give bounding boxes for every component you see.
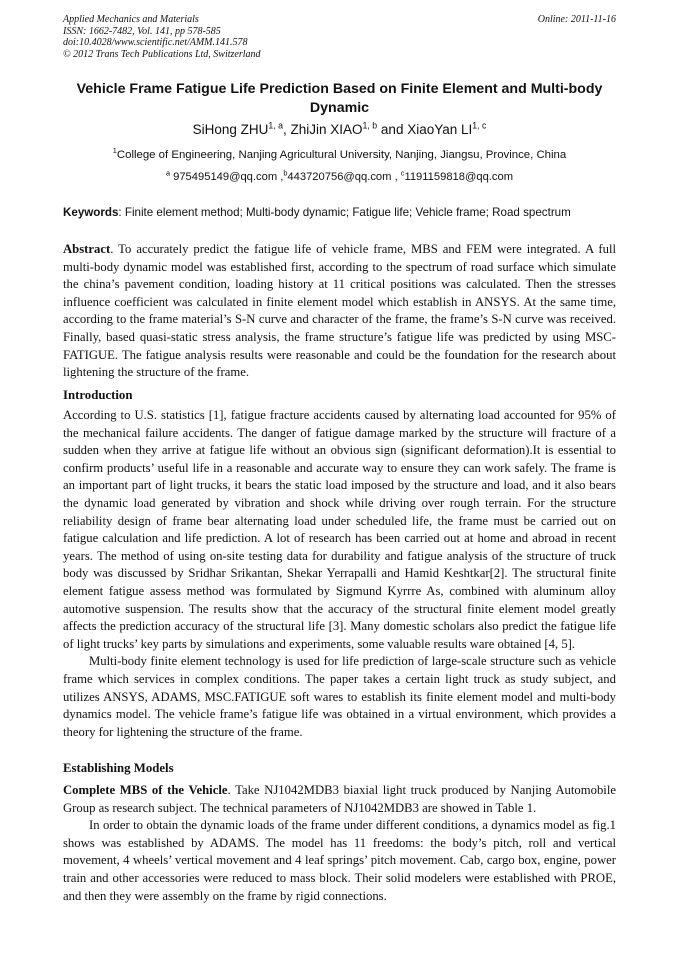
models-paragraph: In order to obtain the dynamic loads of the frame under different conditions, a dynamics model as fig.1 shows was established by ADAMS. The model has 11 freedoms: the body’s pitch, roll and vertical movement, 4 wheels’ vertical movement and 4 leaf springs’ pitch movement. Cab, cargo box, engine, power train and other accessories were reduced to mass block. Their solid modelers were established with PROE, and then they were assembly on the frame by rigid connections. bbox=[63, 818, 616, 903]
keywords-label: Keywords bbox=[63, 206, 119, 219]
affiliation-mark: 1 bbox=[112, 146, 117, 156]
online-date: Online: 2011-11-16 bbox=[537, 14, 616, 25]
introduction-paragraph: According to U.S. statistics [1], fatigue fracture accidents caused by alternating load accounted for 95% of the mechanical failure accidents. The danger of fatigue damage marked by the structure will fracture of a sudden when they arrive at fatigue life without an obvious sign (significant deformation).It is essential to confirm products’ useful life in a reasonable and accurate way to ensure they can work safely. The frame is an important part of light trucks, it bears the static load imposed by the structure and load, and it also bears the dynamic load generated by vibration and shock while driving over rough terrain. For the structure reliability design of frame bear alternating load under scheduled life, the frame must be carried out on fatigue calculation and life prediction. A lot of research has been carried out at home and abroad in recent years. The method of using on-site testing data for durability and fatigue analysis of the structure of truck body was discussed by Sridhar Srikantan, Shekar Yerrapalli and Hamid Keshtkar[2]. The structural finite element fatigue assess method was formulated by Sigmund Kyrrre As, combined with aluminum alloy automotive suspension. The results show that the accuracy of the structural finite element model greatly affects the prediction accuracy of the structural life [3]. Many domestic scholars also predict the fatigue life of light trucks’ key parts by simulations and experiments, some valuable results ware obtained [4, 5]. bbox=[63, 408, 616, 651]
affiliation-text: College of Engineering, Nanjing Agricultural University, Nanjing, Jiangsu, Province, China bbox=[116, 149, 567, 161]
section-heading-introduction: Introduction bbox=[63, 388, 133, 402]
establishing-models-body bbox=[63, 782, 616, 905]
keywords bbox=[63, 205, 616, 220]
introduction-body bbox=[63, 407, 616, 741]
models-paragraph bbox=[63, 782, 616, 817]
author-affiliation-mark: 1, c bbox=[472, 120, 487, 131]
author-separator: , bbox=[283, 122, 291, 137]
keywords-text: : Finite element method; Multi-body dynamic; Fatigue life; Vehicle frame; Road spectrum bbox=[118, 206, 571, 219]
models-paragraph-text: . Take NJ1042MDB3 biaxial light truck produced by Nanjing Automobile Group as research subject. The technical parameters of NJ1042MDB3 are showed in Table 1. bbox=[63, 783, 616, 815]
paper-title: Vehicle Frame Fatigue Life Prediction Based on Finite Element and Multi-body Dynamic bbox=[76, 81, 603, 116]
doi-link[interactable]: doi:10.4028/www.scientific.net/AMM.141.578 bbox=[63, 37, 248, 48]
abstract-text: . To accurately predict the fatigue life of vehicle frame, MBS and FEM were integrated. A full multi-body dynamic model was established first, according to the spectrum of road surface which simulate the china’s pavement condition, loading history at 11 critical positions was calculated. Then the stresses influence coefficient was calculated in finite element model which establish in ANSYS. At the same time, according to the frame material’s S-N curve and character of the frame, the frame’s S-N curve was received. Finally, based quasi-static stress analysis, the frame structure’s fatigue life was predicted by using MSC-FATIGUE. The fatigue analysis results were reasonable and could be the foundation for the research about lightening the structure of the frame. bbox=[63, 242, 616, 380]
email-mark: b bbox=[283, 168, 288, 178]
journal-name: Applied Mechanics and Materials bbox=[63, 14, 199, 25]
author-list bbox=[63, 121, 616, 139]
email-separator: , bbox=[391, 171, 401, 183]
author-name: ZhiJin XIAO bbox=[290, 122, 363, 137]
email-link[interactable]: 975495149@qq.com bbox=[173, 171, 278, 183]
section-heading-establishing-models: Establishing Models bbox=[63, 761, 174, 775]
abstract-paragraph bbox=[63, 241, 616, 382]
subsection-runin-heading: Complete MBS of the Vehicle bbox=[63, 783, 228, 797]
email-mark: c bbox=[400, 168, 405, 178]
email-separator: , bbox=[277, 171, 284, 183]
abstract bbox=[63, 241, 616, 382]
author-name: XiaoYan LI bbox=[407, 122, 473, 137]
email-link[interactable]: 443720756@qq.com bbox=[287, 171, 392, 183]
issn-line: ISSN: 1662-7482, Vol. 141, pp 578-585 bbox=[63, 25, 221, 37]
journal-header bbox=[63, 14, 616, 60]
author-affiliation-mark: 1, b bbox=[362, 120, 378, 131]
email-mark: a bbox=[165, 168, 170, 178]
author-name: SiHong ZHU bbox=[192, 122, 269, 137]
email-link[interactable]: 1191159818@qq.com bbox=[404, 171, 514, 183]
copyright-line: © 2012 Trans Tech Publications Ltd, Switzerland bbox=[63, 48, 261, 60]
author-separator: and bbox=[377, 122, 408, 137]
abstract-label: Abstract bbox=[63, 242, 111, 256]
author-affiliation-mark: 1, a bbox=[268, 120, 283, 131]
introduction-paragraph: Multi-body finite element technology is used for life prediction of large-scale structure such as vehicle frame which services in complex conditions. The paper takes a certain light truck as study subject, and utilizes ANSYS, ADAMS, MSC.FATIGUE soft wares to establish its finite element model and multi-body dynamics model. The vehicle frame’s fatigue life was obtained in a virtual environment, which provides a theory for lightening the structure of the frame. bbox=[63, 654, 616, 739]
email-list bbox=[63, 170, 616, 185]
affiliation bbox=[63, 148, 616, 163]
